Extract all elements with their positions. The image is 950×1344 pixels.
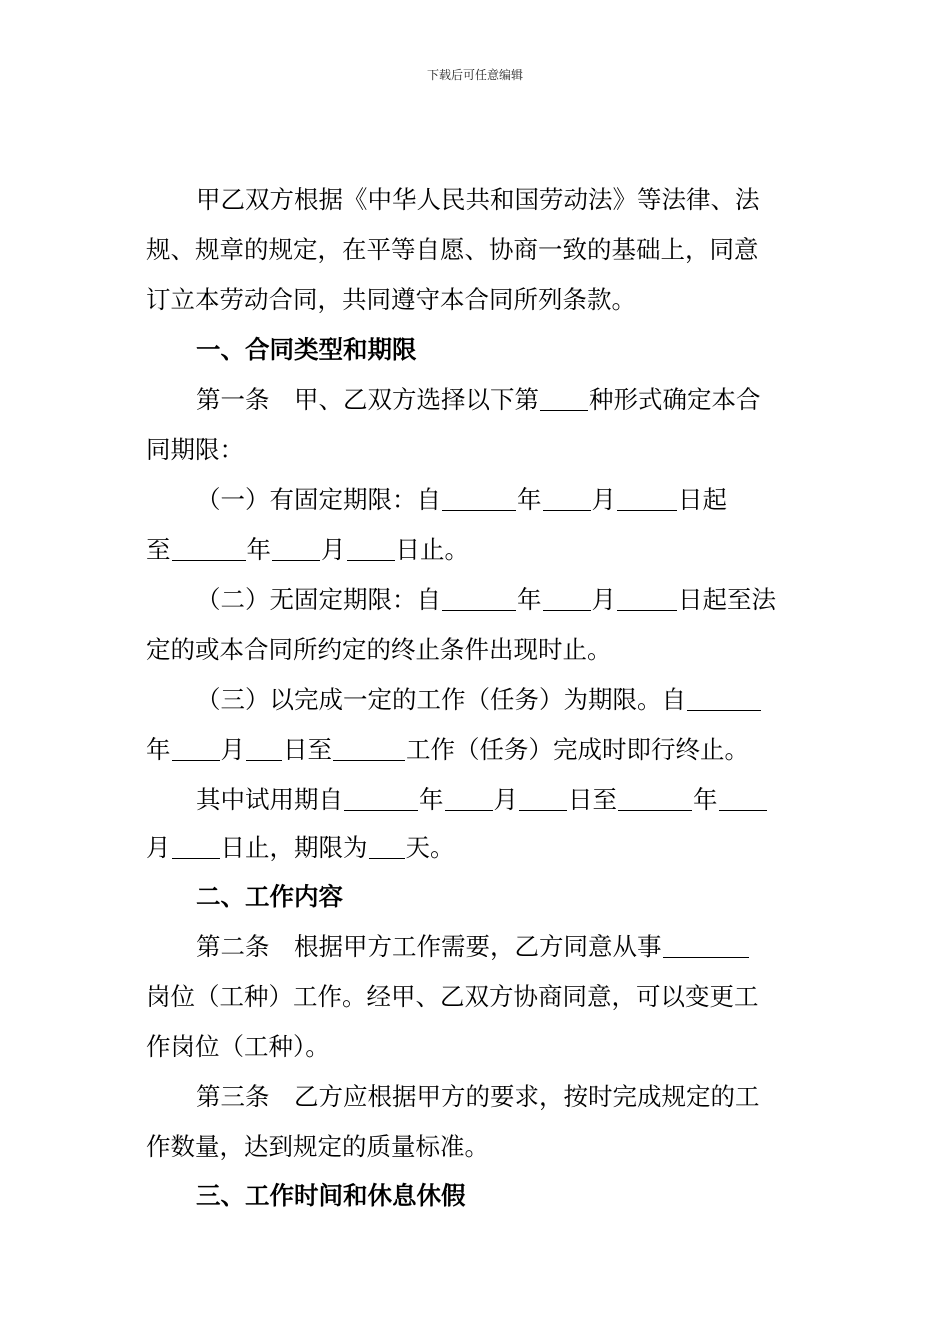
- word-month: 月: [321, 535, 346, 564]
- option-3-end: 工作（任务）完成时即行终止。: [406, 735, 749, 764]
- section-2-heading: 二、工作内容: [196, 882, 343, 911]
- option-2-line-2: 定的或本合同所约定的终止条件出现时止。: [146, 635, 612, 664]
- blank-field[interactable]: [519, 788, 567, 811]
- option-2-line-1: [196, 580, 776, 620]
- blank-field[interactable]: [442, 588, 516, 611]
- blank-field[interactable]: [246, 738, 282, 761]
- word-month: 月: [220, 735, 245, 764]
- blank-field[interactable]: [540, 388, 588, 411]
- article-2-line-3: 作岗位（工种）。: [146, 1032, 330, 1061]
- blank-field[interactable]: [333, 738, 405, 761]
- blank-field[interactable]: [618, 788, 692, 811]
- trial-end-a: 日止，期限为: [220, 833, 368, 862]
- word-year: 年: [246, 535, 271, 564]
- section-3-heading: 三、工作时间和休息休假: [196, 1181, 466, 1210]
- article-3-line-2: 作数量，达到规定的质量标准。: [146, 1132, 489, 1161]
- blank-field[interactable]: [543, 488, 591, 511]
- blank-field[interactable]: [442, 488, 516, 511]
- intro-line-2: 规、规章的规定，在平等自愿、协商一致的基础上，同意: [146, 235, 759, 264]
- article-3-line-1: 第三条 乙方应根据甲方的要求，按时完成规定的工: [196, 1082, 760, 1111]
- intro-line-3: 订立本劳动合同，共同遵守本合同所列条款。: [146, 285, 636, 314]
- trial-line-1: [196, 780, 768, 820]
- option-1-label: （一）有固定期限：自: [196, 485, 441, 514]
- word-to: 至: [146, 535, 171, 564]
- article-1-text-b: 种形式确定本合: [589, 385, 761, 414]
- word-month: 月: [146, 833, 171, 862]
- option-2-end: 日起至法: [678, 585, 776, 614]
- option-2-label: （二）无固定期限：自: [196, 585, 441, 614]
- trial-end-b: 天。: [405, 833, 455, 862]
- article-2-text-a: 第二条 根据甲方工作需要，乙方同意从事: [196, 932, 662, 961]
- option-1-line-2: [146, 530, 469, 570]
- option-3-label: （三）以完成一定的工作（任务）为期限。自: [196, 685, 686, 714]
- section-1-heading: 一、合同类型和期限: [196, 335, 417, 364]
- option-3-line-1: [196, 680, 762, 720]
- word-day-to: 日至: [568, 785, 617, 814]
- option-3-line-2: [146, 730, 749, 770]
- word-month: 月: [591, 485, 616, 514]
- trial-label: 其中试用期自: [196, 785, 343, 814]
- word-month: 月: [493, 785, 518, 814]
- word-year: 年: [146, 735, 171, 764]
- word-day-to: 日至: [283, 735, 332, 764]
- blank-field[interactable]: [719, 788, 767, 811]
- word-year: 年: [419, 785, 444, 814]
- word-year: 年: [693, 785, 718, 814]
- blank-field[interactable]: [172, 738, 220, 761]
- article-1-line-1: [196, 380, 761, 420]
- article-2-line-2: 岗位（工种）工作。经甲、乙双方协商同意，可以变更工: [146, 982, 759, 1011]
- word-day-end: 日止。: [395, 535, 469, 564]
- blank-field[interactable]: [344, 788, 418, 811]
- word-day-from: 日起: [678, 485, 727, 514]
- blank-field[interactable]: [172, 538, 246, 561]
- intro-line-1: 甲乙双方根据《中华人民共和国劳动法》等法律、法: [196, 185, 760, 214]
- word-year: 年: [517, 585, 542, 614]
- word-year: 年: [517, 485, 542, 514]
- blank-field[interactable]: [347, 538, 395, 561]
- blank-field[interactable]: [663, 935, 749, 958]
- article-2-line-1: [196, 927, 750, 967]
- article-1-line-2: 同期限：: [146, 435, 244, 464]
- trial-line-2: [146, 828, 455, 868]
- blank-field[interactable]: [687, 688, 761, 711]
- option-1-line-1: [196, 480, 727, 520]
- blank-field[interactable]: [617, 588, 677, 611]
- blank-field[interactable]: [369, 836, 405, 859]
- blank-field[interactable]: [172, 836, 220, 859]
- blank-field[interactable]: [617, 488, 677, 511]
- article-1-text-a: 第一条 甲、乙双方选择以下第: [196, 385, 539, 414]
- page-header-note: 下载后可任意编辑: [426, 68, 523, 82]
- word-month: 月: [591, 585, 616, 614]
- blank-field[interactable]: [272, 538, 320, 561]
- blank-field[interactable]: [445, 788, 493, 811]
- blank-field[interactable]: [543, 588, 591, 611]
